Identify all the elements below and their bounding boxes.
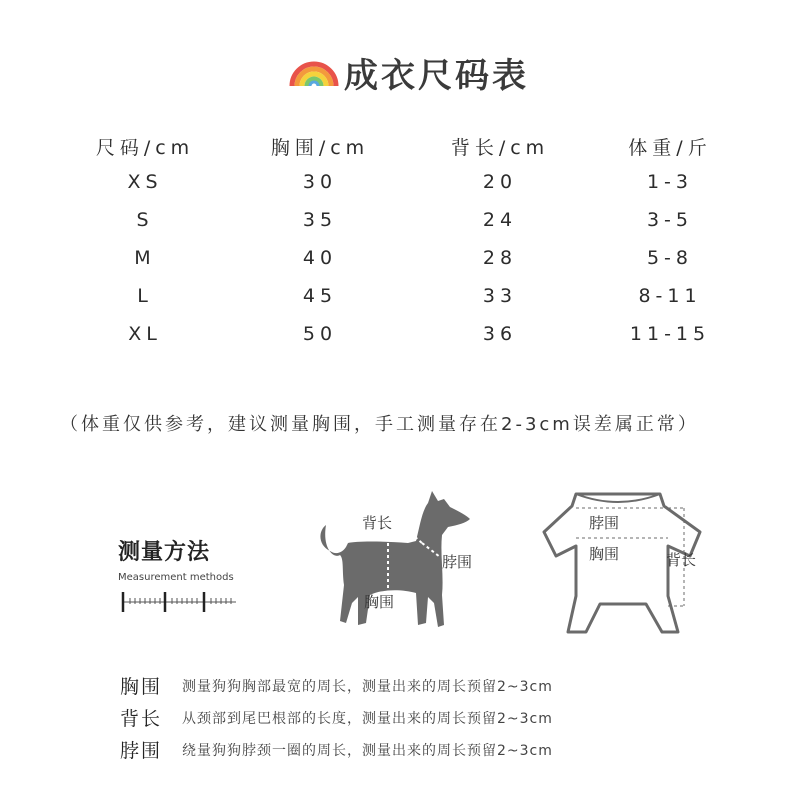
measurement-note: （体重仅供参考，建议测量胸围，手工测量存在2-3cm误差属正常） <box>60 414 699 435</box>
column-header: 体重/斤 <box>628 137 712 159</box>
table-cell: 45 <box>302 285 338 307</box>
table-cell: 1-3 <box>646 171 694 193</box>
table-cell: 3-5 <box>646 209 694 231</box>
diagram-label-back-length: 背长 <box>362 514 393 532</box>
table-cell: 40 <box>302 247 338 269</box>
table-cell: S <box>136 209 154 231</box>
header <box>286 44 536 94</box>
table-header-row <box>70 133 750 163</box>
method-subtitle: Measurement methods <box>118 572 234 583</box>
table-cell: L <box>137 285 153 307</box>
table-cell: 5-8 <box>646 247 694 269</box>
table-cell: 36 <box>482 323 518 345</box>
method-title: 测量方法 <box>118 540 211 565</box>
table-cell: 24 <box>482 209 518 231</box>
method-heading <box>118 535 258 625</box>
table-cell: 35 <box>302 209 338 231</box>
definition-text: 测量狗狗胸部最宽的周长，测量出来的周长预留2~3cm <box>182 679 553 695</box>
diagram-label-neck: 脖围 <box>589 514 620 532</box>
table-cell: 33 <box>482 285 518 307</box>
table-cell: 11-15 <box>629 323 711 345</box>
table-row <box>70 323 750 353</box>
table-cell: 50 <box>302 323 338 345</box>
table-cell: XL <box>128 323 162 345</box>
definition-term: 脖围 <box>120 740 163 762</box>
definition-text: 从颈部到尾巴根部的长度，测量出来的周长预留2~3cm <box>182 711 553 727</box>
table-row <box>70 285 750 315</box>
table-cell: 30 <box>302 171 338 193</box>
diagram-label-neck: 脖围 <box>442 553 473 571</box>
column-header: 胸围/cm <box>270 137 370 159</box>
ruler-icon <box>120 590 238 614</box>
diagram-label-back-length: 背长 <box>666 551 697 569</box>
diagram-label-chest: 胸围 <box>589 545 620 563</box>
table-row <box>70 171 750 201</box>
diagram-label-chest: 胸围 <box>364 593 395 611</box>
column-header: 背长/cm <box>450 137 550 159</box>
definition-term: 背长 <box>120 708 163 730</box>
table-row <box>70 247 750 277</box>
table-row <box>70 209 750 239</box>
column-header: 尺码/cm <box>95 137 195 159</box>
table-cell: 8-11 <box>638 285 702 307</box>
page-title: 成衣尺码表 <box>344 56 529 96</box>
rainbow-icon <box>286 46 342 90</box>
definition-text: 绕量狗狗脖颈一圈的周长，测量出来的周长预留2~3cm <box>182 743 553 759</box>
table-cell: XS <box>127 171 163 193</box>
table-cell: 20 <box>482 171 518 193</box>
definition-term: 胸围 <box>120 676 163 698</box>
table-cell: M <box>134 247 156 269</box>
table-cell: 28 <box>482 247 518 269</box>
